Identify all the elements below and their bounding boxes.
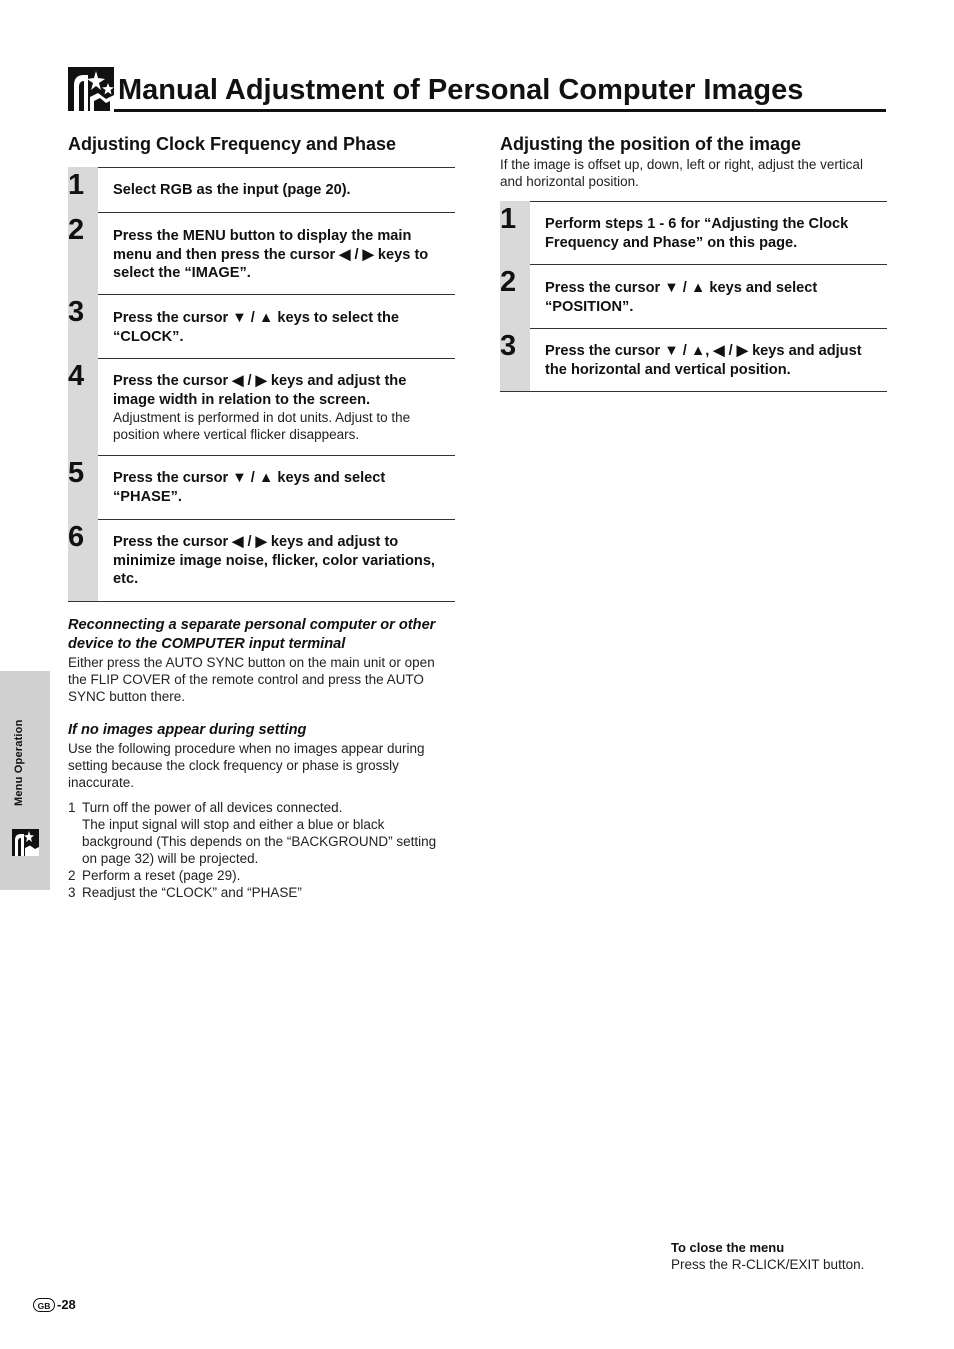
list-item-number: 3 <box>68 885 76 900</box>
list-item-text: Turn off the power of all devices connected. <box>82 800 343 815</box>
step-1 <box>500 201 887 265</box>
position-steps <box>500 201 887 392</box>
close-menu-title: To close the menu <box>671 1240 785 1255</box>
page-title: Manual Adjustment of Personal Computer Images <box>118 74 804 106</box>
list-item <box>68 884 453 901</box>
step-text: Perform steps 1 - 6 for “Adjusting the Clock Frequency and Phase” on this page. <box>545 216 849 251</box>
step-number: 1 <box>68 169 85 201</box>
step-number: 4 <box>68 360 85 392</box>
clock-phase-steps <box>68 167 455 602</box>
menu-operation-icon <box>12 829 39 856</box>
step-text: Press the MENU button to display the main menu and then press the cursor ◀ / ▶ keys to select the “IMAGE”. <box>113 228 429 281</box>
step-3 <box>500 328 887 392</box>
section-heading-position: Adjusting the position of the image <box>500 134 801 154</box>
menu-operation-icon <box>68 67 114 111</box>
page-number: -28 <box>57 1297 76 1312</box>
note-body: Either press the AUTO SYNC button on the main unit or open the FLIP COVER of the remote control and press the AUTO SYNC button there. <box>68 655 435 704</box>
step-3 <box>68 294 455 359</box>
step-number: 3 <box>500 330 517 362</box>
step-4 <box>68 358 455 456</box>
note-title: Reconnecting a separate personal computer or other device to the COMPUTER input terminal <box>68 617 436 652</box>
position-intro: If the image is offset up, down, left or right, adjust the vertical and horizontal position. <box>500 157 863 189</box>
step-text: Press the cursor ◀ / ▶ keys and adjust to minimize image noise, flicker, color variations, etc. <box>113 534 435 587</box>
step-subtext: Adjustment is performed in dot units. Adjust to the position where vertical flicker disappears. <box>113 410 411 442</box>
list-item-continuation: The input signal will stop and either a blue or black background (This depends on the “BACKGROUND” setting on page 32) will be projected. <box>82 817 437 866</box>
no-image-note <box>68 721 453 901</box>
step-number: 1 <box>500 203 517 235</box>
side-tab-label: Menu Operation <box>13 719 25 806</box>
list-item <box>68 799 453 867</box>
step-5 <box>68 455 455 520</box>
side-tab <box>0 671 50 890</box>
step-6 <box>68 519 455 602</box>
language-badge: GB <box>33 1298 55 1312</box>
step-number: 3 <box>68 296 85 328</box>
step-number: 2 <box>68 214 85 246</box>
list-item <box>68 867 453 884</box>
procedure-list <box>68 799 453 901</box>
list-item-number: 2 <box>68 868 76 883</box>
section-heading-clock-phase: Adjusting Clock Frequency and Phase <box>68 134 397 154</box>
step-1 <box>68 167 455 213</box>
list-item-text: Readjust the “CLOCK” and “PHASE” <box>82 885 302 900</box>
step-text: Press the cursor ▼ / ▲ keys and select “PHASE”. <box>113 470 386 505</box>
title-rule <box>114 109 886 112</box>
note-body: Use the following procedure when no images appear during setting because the clock frequency or phase is grossly inaccurate. <box>68 741 425 790</box>
step-text: Select RGB as the input (page 20). <box>113 182 351 198</box>
step-text: Press the cursor ▼ / ▲ keys and select “POSITION”. <box>545 280 818 315</box>
step-number: 5 <box>68 457 85 489</box>
step-2 <box>68 212 455 295</box>
step-number: 6 <box>68 521 85 553</box>
note-title: If no images appear during setting <box>68 722 307 738</box>
reconnect-note <box>68 616 453 705</box>
step-text: Press the cursor ◀ / ▶ keys and adjust the image width in relation to the screen. <box>113 373 407 408</box>
step-text: Press the cursor ▼ / ▲, ◀ / ▶ keys and adjust the horizontal and vertical position. <box>545 343 862 378</box>
list-item-number: 1 <box>68 800 76 815</box>
step-number: 2 <box>500 266 517 298</box>
list-item-text: Perform a reset (page 29). <box>82 868 241 883</box>
step-2 <box>500 264 887 329</box>
step-text: Press the cursor ▼ / ▲ keys to select the “CLOCK”. <box>113 310 400 345</box>
close-menu-text: Press the R-CLICK/EXIT button. <box>671 1257 865 1272</box>
